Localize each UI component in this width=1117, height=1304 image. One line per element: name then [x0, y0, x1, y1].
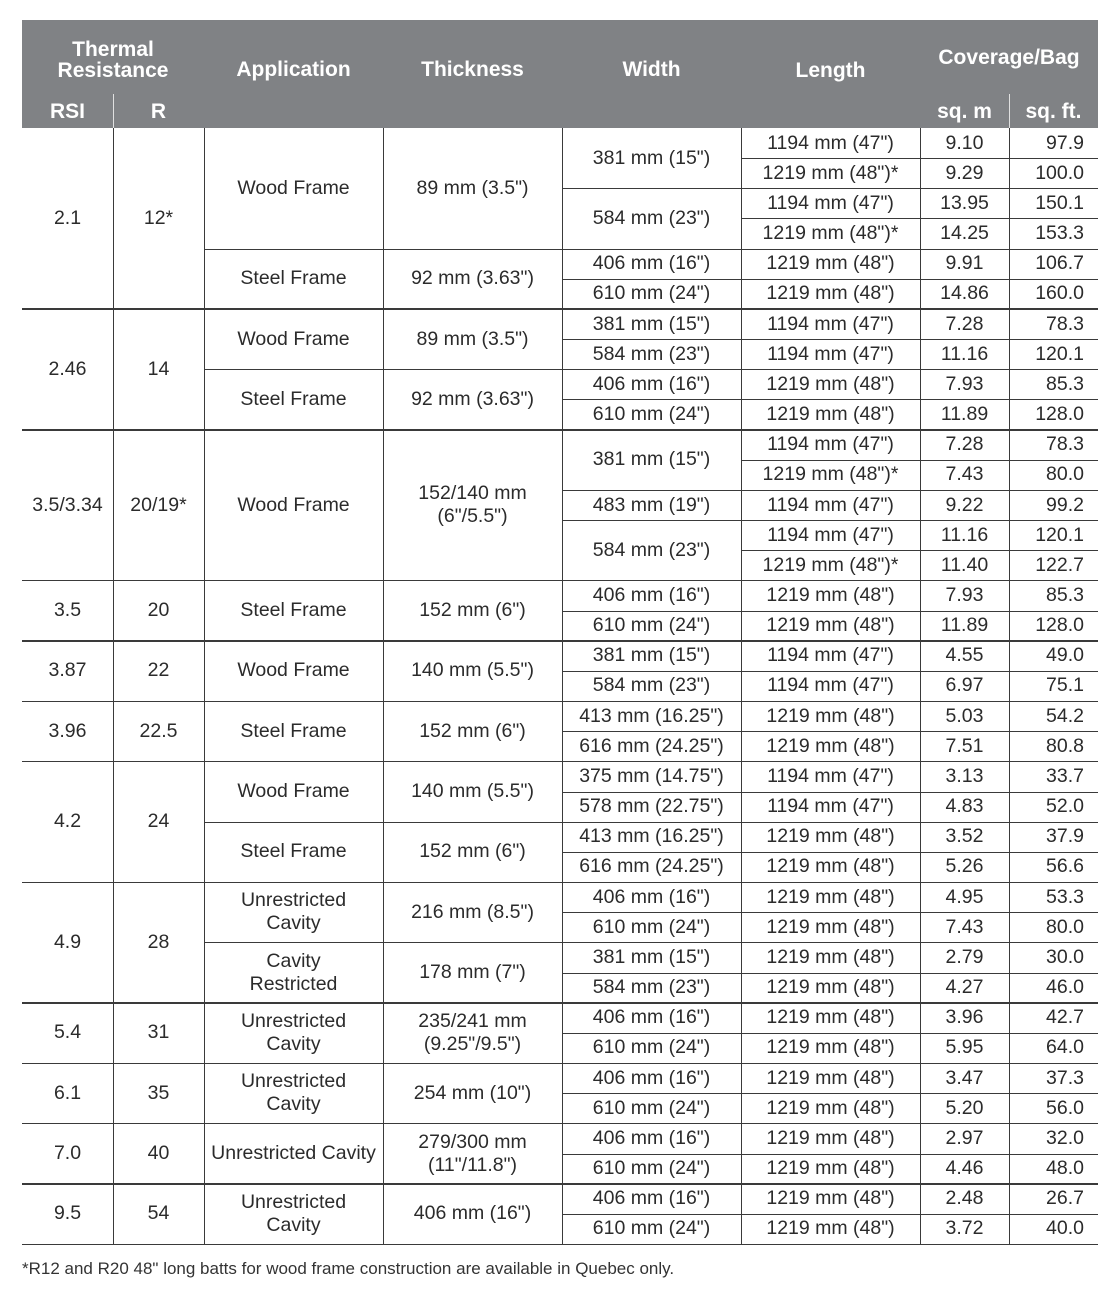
r-value: 35 — [147, 1081, 170, 1104]
length-value: 1194 mm (47") — [767, 312, 894, 335]
rsi-value: 3.87 — [48, 659, 87, 682]
thickness-value: 235/241 mm (9.25"/9.5") — [418, 1009, 527, 1055]
header-width: Width — [562, 20, 741, 128]
thickness-value: 92 mm (3.63") — [411, 387, 534, 410]
width-value: 406 mm (16") — [592, 1006, 711, 1029]
r-value: 22 — [147, 659, 170, 682]
thickness-value: 406 mm (16") — [413, 1202, 532, 1225]
r-value: 14 — [147, 357, 170, 380]
rsi-value: 3.5 — [53, 599, 82, 622]
coverage-sqm-value: 5.03 — [945, 704, 984, 727]
coverage-sqft-value: 100.0 — [1035, 161, 1084, 184]
coverage-sqm-value: 3.47 — [945, 1066, 984, 1089]
length-value: 1219 mm (48") — [766, 734, 895, 757]
application-value: Wood Frame — [237, 780, 350, 803]
width-value: 610 mm (24") — [592, 1217, 711, 1240]
width-value: 584 mm (23") — [592, 674, 711, 697]
length-value: 1219 mm (48") — [766, 584, 895, 606]
coverage-sqft-value: 153.3 — [1035, 222, 1084, 245]
application-value: Unrestricted Cavity — [240, 1070, 347, 1116]
length-value: 1219 mm (48") — [766, 976, 895, 999]
coverage-sqm-value: 11.16 — [940, 342, 989, 365]
insulation-spec-table — [22, 20, 1098, 1244]
coverage-sqft-value: 49.0 — [1046, 644, 1084, 667]
length-value: 1219 mm (48") — [766, 825, 895, 848]
application-value: Unrestricted Cavity — [240, 1009, 347, 1055]
length-value: 1219 mm (48") — [766, 1126, 895, 1149]
coverage-sqft-value: 78.3 — [1046, 433, 1084, 456]
coverage-sqm-value: 9.91 — [945, 252, 984, 275]
column-divider — [920, 128, 921, 1244]
rsi-value: 4.2 — [53, 810, 82, 833]
coverage-sqft-value: 56.0 — [1046, 1096, 1084, 1119]
coverage-sqm-value: 4.95 — [945, 885, 984, 908]
length-value: 1219 mm (48") — [766, 372, 895, 395]
coverage-sqft-value: 54.2 — [1046, 704, 1084, 727]
width-value: 578 mm (22.75") — [579, 795, 724, 818]
coverage-sqft-value: 122.7 — [1035, 553, 1084, 576]
coverage-sqm-value: 7.28 — [945, 433, 984, 456]
coverage-sqm-value: 7.93 — [945, 372, 984, 395]
thickness-value: 279/300 mm (11"/11.8") — [418, 1130, 527, 1176]
width-value: 610 mm (24") — [592, 282, 711, 305]
length-value: 1194 mm (47") — [767, 493, 894, 516]
application-value: Steel Frame — [240, 840, 347, 863]
rsi-value: 2.46 — [48, 357, 87, 380]
length-value: 1219 mm (48") — [766, 1066, 895, 1089]
coverage-sqm-value: 11.16 — [940, 523, 989, 546]
length-value: 1219 mm (48") — [766, 282, 895, 305]
width-value: 375 mm (14.75") — [579, 764, 724, 787]
header-sq-ft: sq. ft. — [1009, 94, 1098, 128]
coverage-sqft-value: 64.0 — [1046, 1036, 1084, 1059]
coverage-sqft-value: 97.9 — [1046, 131, 1084, 154]
thickness-value: 254 mm (10") — [413, 1081, 532, 1104]
rsi-value: 5.4 — [53, 1021, 82, 1044]
width-value: 584 mm (23") — [592, 206, 711, 229]
application-value: Steel Frame — [240, 599, 347, 622]
r-value: 54 — [147, 1202, 170, 1225]
width-value: 413 mm (16.25") — [579, 825, 724, 848]
coverage-sqm-value: 3.52 — [945, 825, 984, 848]
header-coverage-bag: Coverage/Bag — [920, 20, 1098, 94]
application-value: Wood Frame — [237, 493, 350, 516]
width-value: 406 mm (16") — [592, 372, 711, 395]
coverage-sqft-value: 85.3 — [1046, 584, 1084, 606]
rsi-value: 6.1 — [53, 1081, 82, 1104]
coverage-sqm-value: 2.79 — [945, 945, 984, 968]
length-value: 1219 mm (48") — [766, 855, 895, 878]
application-value: Wood Frame — [237, 327, 350, 350]
r-value: 12* — [143, 206, 174, 229]
application-value: Steel Frame — [240, 719, 347, 742]
coverage-sqm-value: 2.48 — [945, 1187, 984, 1210]
coverage-sqft-value: 48.0 — [1046, 1157, 1084, 1180]
length-value: 1194 mm (47") — [767, 191, 894, 214]
rsi-value: 9.5 — [53, 1202, 82, 1225]
length-value: 1194 mm (47") — [767, 644, 894, 667]
length-value: 1194 mm (47") — [767, 674, 894, 697]
coverage-sqm-value: 7.28 — [945, 312, 984, 335]
coverage-sqft-value: 56.6 — [1046, 855, 1084, 878]
column-divider — [113, 128, 114, 1244]
thickness-value: 152 mm (6") — [419, 840, 526, 863]
length-value: 1219 mm (48") — [766, 1006, 895, 1029]
coverage-sqm-value: 3.13 — [945, 764, 984, 787]
coverage-sqm-value: 4.46 — [945, 1157, 984, 1180]
width-value: 406 mm (16") — [592, 1126, 711, 1149]
length-value: 1219 mm (48")* — [762, 463, 899, 486]
width-value: 610 mm (24") — [592, 1096, 711, 1119]
coverage-sqm-value: 5.20 — [945, 1096, 984, 1119]
application-value: Wood Frame — [237, 659, 350, 682]
column-divider — [1009, 128, 1010, 1244]
coverage-sqft-value: 128.0 — [1035, 403, 1084, 426]
coverage-sqm-value: 5.26 — [945, 855, 984, 878]
width-value: 610 mm (24") — [592, 1157, 711, 1180]
coverage-sqm-value: 9.22 — [945, 493, 984, 516]
rsi-value: 2.1 — [53, 206, 82, 229]
rsi-value: 4.9 — [53, 930, 82, 953]
coverage-sqft-value: 160.0 — [1035, 282, 1084, 305]
coverage-sqft-value: 37.9 — [1046, 825, 1084, 848]
coverage-sqm-value: 14.25 — [940, 222, 989, 245]
coverage-sqm-value: 4.27 — [945, 976, 984, 999]
length-value: 1219 mm (48")* — [762, 161, 899, 184]
header-thermal-resistance: Thermal Resistance — [22, 20, 204, 94]
header-divider-coverage — [1009, 94, 1010, 128]
width-value: 610 mm (24") — [592, 403, 711, 426]
rsi-value: 3.5/3.34 — [32, 493, 103, 516]
width-value: 406 mm (16") — [592, 1187, 711, 1210]
length-value: 1194 mm (47") — [767, 764, 894, 787]
coverage-sqft-value: 42.7 — [1046, 1006, 1084, 1029]
width-value: 381 mm (15") — [592, 448, 711, 471]
coverage-sqm-value: 7.43 — [945, 915, 984, 938]
thickness-value: 152/140 mm (6"/5.5") — [418, 482, 527, 527]
length-value: 1219 mm (48") — [766, 885, 895, 908]
width-value: 610 mm (24") — [592, 614, 711, 637]
coverage-sqft-value: 53.3 — [1046, 885, 1084, 908]
coverage-sqm-value: 9.10 — [945, 131, 984, 154]
coverage-sqft-value: 46.0 — [1046, 976, 1084, 999]
thickness-value: 216 mm (8.5") — [411, 900, 534, 923]
width-value: 381 mm (15") — [592, 312, 711, 335]
width-value: 610 mm (24") — [592, 1036, 711, 1059]
length-value: 1219 mm (48") — [766, 1096, 895, 1119]
length-value: 1219 mm (48") — [766, 915, 895, 938]
length-value: 1194 mm (47") — [767, 523, 894, 546]
coverage-sqft-value: 99.2 — [1046, 493, 1084, 516]
coverage-sqm-value: 3.72 — [945, 1217, 984, 1240]
length-value: 1194 mm (47") — [767, 131, 894, 154]
header-thickness: Thickness — [383, 20, 562, 128]
r-value: 20/19* — [130, 493, 187, 516]
coverage-sqm-value: 9.29 — [945, 161, 984, 184]
length-value: 1219 mm (48") — [766, 1157, 895, 1180]
column-divider — [204, 128, 205, 1244]
application-value: Unrestricted Cavity — [240, 889, 347, 935]
length-value: 1194 mm (47") — [767, 795, 894, 818]
length-value: 1219 mm (48") — [766, 945, 895, 968]
thickness-value: 152 mm (6") — [419, 599, 526, 622]
application-value: Unrestricted Cavity — [211, 1142, 376, 1164]
column-divider — [741, 128, 742, 1244]
length-value: 1194 mm (47") — [767, 342, 894, 365]
width-value: 406 mm (16") — [592, 584, 711, 606]
coverage-sqft-value: 120.1 — [1035, 342, 1084, 365]
width-value: 483 mm (19") — [592, 493, 711, 516]
application-value: Steel Frame — [240, 267, 347, 290]
coverage-sqft-value: 37.3 — [1046, 1066, 1084, 1089]
header-length: Length — [741, 20, 920, 128]
width-value: 584 mm (23") — [592, 976, 711, 999]
r-value: 40 — [147, 1142, 170, 1164]
r-value: 28 — [147, 930, 170, 953]
header-application: Application — [204, 20, 383, 128]
width-value: 381 mm (15") — [592, 945, 711, 968]
length-value: 1219 mm (48") — [766, 1036, 895, 1059]
thickness-value: 92 mm (3.63") — [411, 267, 534, 290]
footnote: *R12 and R20 48" long batts for wood frame construction are available in Quebec only. — [22, 1259, 675, 1278]
application-value: Unrestricted Cavity — [240, 1190, 347, 1236]
coverage-sqm-value: 2.97 — [945, 1126, 984, 1149]
coverage-sqm-value: 14.86 — [940, 282, 989, 305]
coverage-sqft-value: 26.7 — [1046, 1187, 1084, 1210]
thickness-value: 140 mm (5.5") — [411, 780, 534, 803]
coverage-sqm-value: 3.96 — [945, 1006, 984, 1029]
coverage-sqft-value: 52.0 — [1046, 795, 1084, 818]
thickness-value: 140 mm (5.5") — [411, 659, 534, 682]
length-value: 1219 mm (48") — [766, 1187, 895, 1210]
thickness-value: 89 mm (3.5") — [416, 176, 529, 199]
width-value: 413 mm (16.25") — [579, 704, 724, 727]
r-value: 20 — [147, 599, 170, 622]
coverage-sqm-value: 11.40 — [940, 553, 989, 576]
coverage-sqft-value: 85.3 — [1046, 372, 1084, 395]
coverage-sqft-value: 128.0 — [1035, 614, 1084, 637]
header-rsi: RSI — [22, 94, 113, 128]
coverage-sqft-value: 33.7 — [1046, 764, 1084, 787]
coverage-sqm-value: 7.51 — [945, 734, 984, 757]
length-value: 1219 mm (48")* — [762, 553, 899, 576]
coverage-sqm-value: 7.93 — [945, 584, 984, 606]
length-value: 1219 mm (48") — [766, 704, 895, 727]
coverage-sqft-value: 80.0 — [1046, 915, 1084, 938]
width-value: 381 mm (15") — [592, 644, 711, 667]
thickness-value: 152 mm (6") — [419, 719, 526, 742]
width-value: 381 mm (15") — [592, 146, 711, 169]
coverage-sqm-value: 6.97 — [945, 674, 984, 697]
header-divider-rsi-r — [113, 94, 114, 128]
coverage-sqm-value: 13.95 — [940, 191, 989, 214]
coverage-sqft-value: 80.8 — [1046, 734, 1084, 757]
length-value: 1194 mm (47") — [767, 433, 894, 456]
coverage-sqft-value: 80.0 — [1046, 463, 1084, 486]
length-value: 1219 mm (48") — [766, 1217, 895, 1240]
width-value: 616 mm (24.25") — [579, 855, 724, 878]
width-value: 584 mm (23") — [592, 538, 711, 561]
width-value: 406 mm (16") — [592, 885, 711, 908]
coverage-sqft-value: 40.0 — [1046, 1217, 1084, 1240]
rsi-value: 3.96 — [48, 719, 87, 742]
application-value: Cavity Restricted — [249, 949, 338, 995]
length-value: 1219 mm (48") — [766, 403, 895, 426]
thickness-value: 89 mm (3.5") — [416, 327, 529, 350]
r-value: 31 — [147, 1021, 170, 1044]
coverage-sqm-value: 4.55 — [945, 644, 984, 667]
length-value: 1219 mm (48")* — [762, 222, 899, 245]
coverage-sqft-value: 78.3 — [1046, 312, 1084, 335]
column-divider — [383, 128, 384, 1244]
width-value: 584 mm (23") — [592, 342, 711, 365]
group-divider — [22, 1244, 1098, 1246]
r-value: 22.5 — [139, 719, 178, 742]
application-value: Wood Frame — [237, 176, 350, 199]
length-value: 1219 mm (48") — [766, 614, 895, 637]
coverage-sqft-value: 30.0 — [1046, 945, 1084, 968]
coverage-sqm-value: 11.89 — [940, 614, 989, 637]
coverage-sqm-value: 7.43 — [945, 463, 984, 486]
header-r: R — [113, 94, 204, 128]
coverage-sqm-value: 4.83 — [945, 795, 984, 818]
coverage-sqft-value: 150.1 — [1035, 191, 1084, 214]
column-divider — [562, 128, 563, 1244]
coverage-sqm-value: 11.89 — [940, 403, 989, 426]
rsi-value: 7.0 — [53, 1142, 82, 1164]
width-value: 406 mm (16") — [592, 252, 711, 275]
coverage-sqft-value: 75.1 — [1046, 674, 1084, 697]
coverage-sqft-value: 106.7 — [1035, 252, 1084, 275]
width-value: 610 mm (24") — [592, 915, 711, 938]
coverage-sqm-value: 5.95 — [945, 1036, 984, 1059]
application-value: Steel Frame — [240, 387, 347, 410]
coverage-sqft-value: 120.1 — [1035, 523, 1084, 546]
r-value: 24 — [147, 810, 170, 833]
thickness-value: 178 mm (7") — [419, 961, 526, 984]
width-value: 616 mm (24.25") — [579, 734, 724, 757]
coverage-sqft-value: 32.0 — [1046, 1126, 1084, 1149]
length-value: 1219 mm (48") — [766, 252, 895, 275]
width-value: 406 mm (16") — [592, 1066, 711, 1089]
header-sq-m: sq. m — [920, 94, 1009, 128]
